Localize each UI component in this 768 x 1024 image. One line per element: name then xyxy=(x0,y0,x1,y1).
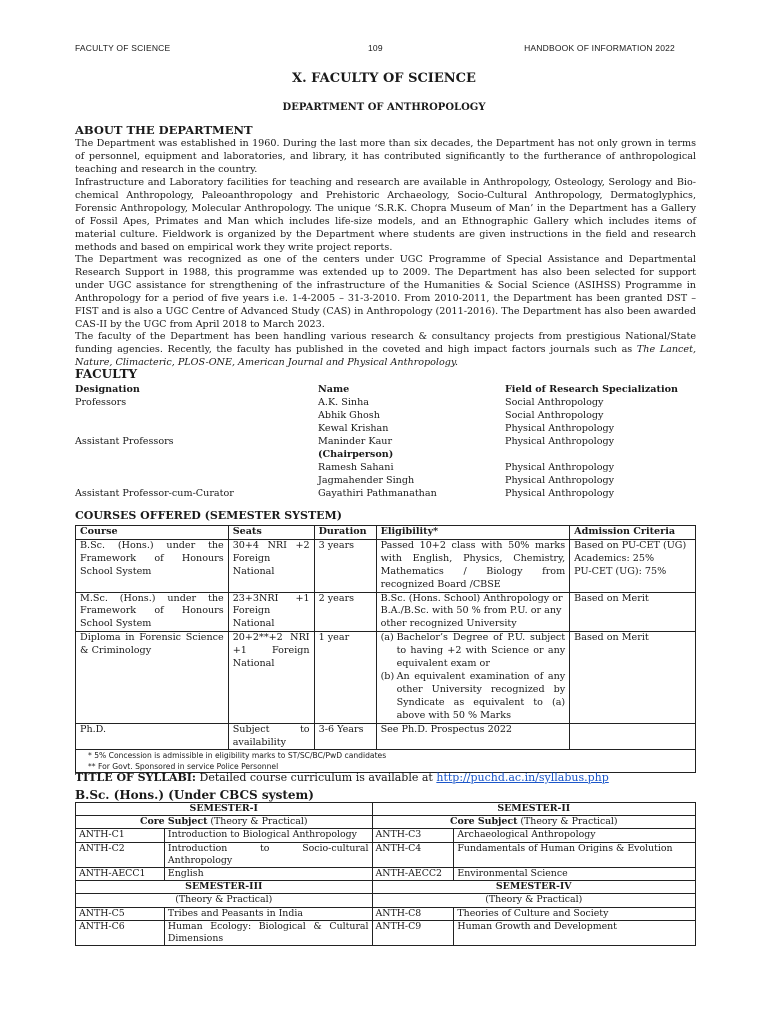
faculty-list xyxy=(75,384,696,500)
course-eligibility: Passed 10+2 class with 50% marks with English, Physics, Chemistry, Mathematics / Biology from recognized Board /CBSE xyxy=(376,539,570,592)
research-field: Physical Anthropology xyxy=(505,435,615,447)
course-name: Ph.D. xyxy=(76,723,229,750)
col-eligibility: Eligibility* xyxy=(376,526,570,540)
faculty-row xyxy=(75,449,696,462)
item-marker: (a) xyxy=(380,632,394,644)
course-row-msc xyxy=(76,592,696,632)
about-paragraph-4 xyxy=(75,331,696,370)
syllabi-label: TITLE OF SYLLABI: xyxy=(75,771,196,784)
course-seats: 30+4 NRI +2 Foreign National xyxy=(228,539,314,592)
courses-notes-row xyxy=(76,750,696,773)
course-admission: Based on Merit xyxy=(570,632,696,723)
course-pair-row xyxy=(76,907,696,920)
course-eligibility: B.Sc. (Hons. School) Anthropology or B.A./B.Sc. with 50 % from P.U. or any other recognized University xyxy=(376,592,570,632)
col-course: Course xyxy=(76,526,229,540)
research-field: Social Anthropology xyxy=(505,409,604,421)
admission-line: Academics: 25% xyxy=(574,552,655,564)
theory-practical-row xyxy=(76,894,696,907)
semester-2-title: SEMESTER-II xyxy=(372,803,695,816)
semester-table xyxy=(75,802,696,946)
faculty-name: Jagmahender Singh xyxy=(318,474,415,486)
about-p4-journals: The Lancet, Nature, Climacteric, PLOS-ONE, American Journal and Physical Anthropology. xyxy=(75,343,696,368)
courses-heading: COURSES OFFERED (SEMESTER SYSTEM) xyxy=(75,509,342,522)
research-field: Physical Anthropology xyxy=(505,487,615,499)
course-title: Fundamentals of Human Origins & Evolution xyxy=(454,842,696,867)
syllabi-text: Detailed course curriculum is available at xyxy=(196,771,437,784)
course-row-bsc xyxy=(76,539,696,592)
course-admission: Based on Merit xyxy=(570,592,696,632)
faculty-row xyxy=(75,475,696,488)
faculty-row xyxy=(75,397,696,410)
eligibility-item xyxy=(381,671,566,723)
course-admission xyxy=(570,539,696,592)
col-name: Name xyxy=(318,384,350,395)
course-eligibility: See Ph.D. Prospectus 2022 xyxy=(376,723,570,750)
item-text: Bachelor’s Degree of P.U. subject to having +2 with Science or any equivalent exam or xyxy=(396,632,566,670)
course-name: B.Sc. (Hons.) under the Framework of Honours School System xyxy=(76,539,229,592)
core-bold: Core Subject xyxy=(449,816,518,828)
course-code: ANTH-C5 xyxy=(76,907,165,920)
core-subject-label xyxy=(76,816,373,829)
course-row-phd xyxy=(76,723,696,750)
col-admission: Admission Criteria xyxy=(570,526,696,540)
course-duration: 3 years xyxy=(314,539,376,592)
course-eligibility xyxy=(376,632,570,723)
faculty-header-row xyxy=(75,384,696,397)
research-field: Physical Anthropology xyxy=(505,422,615,434)
course-code: ANTH-AECC1 xyxy=(76,868,165,881)
item-marker: (b) xyxy=(380,670,395,682)
course-duration: 3-6 Years xyxy=(314,723,376,750)
course-code: ANTH-C8 xyxy=(372,907,454,920)
course-code: ANTH-C2 xyxy=(76,842,165,867)
core-rest: (Theory & Practical) xyxy=(207,816,308,828)
item-text: An equivalent examination of any other University recognized by Syndicate as equivalent to (a) above with 50 % Marks xyxy=(396,670,566,721)
theory-practical-label: (Theory & Practical) xyxy=(76,894,373,907)
course-code: ANTH-AECC2 xyxy=(372,868,454,881)
course-pair-row xyxy=(76,920,696,945)
course-pair-row xyxy=(76,829,696,842)
faculty-name: Ramesh Sahani xyxy=(318,461,394,473)
semester-4-title: SEMESTER-IV xyxy=(372,881,695,894)
note-police: ** For Govt. Sponsored in service Police Personnel xyxy=(88,762,279,772)
course-duration: 2 years xyxy=(314,592,376,632)
designation: Professors xyxy=(75,396,127,408)
faculty-row xyxy=(75,410,696,423)
course-code: ANTH-C3 xyxy=(372,829,454,842)
semester-header-row xyxy=(76,881,696,894)
header-right: HANDBOOK OF INFORMATION 2022 xyxy=(524,43,675,53)
course-title: Human Growth and Development xyxy=(454,920,696,945)
syllabus-link[interactable]: http://puchd.ac.in/syllabus.php xyxy=(436,771,609,784)
courses-header-row xyxy=(76,526,696,540)
about-p4-text: The faculty of the Department has been handling various research & consultancy projects from prestigious National/State funding agencies. Recently, the faculty has published in the coveted and high impact factors journals such as xyxy=(75,331,696,355)
faculty-name: Abhik Ghosh xyxy=(318,409,380,421)
courses-notes xyxy=(76,750,696,773)
faculty-row xyxy=(75,423,696,436)
header-left: FACULTY OF SCIENCE xyxy=(75,43,171,53)
course-duration: 1 year xyxy=(314,632,376,723)
research-field: Physical Anthropology xyxy=(505,474,615,486)
course-title: Introduction to Biological Anthropology xyxy=(164,829,372,842)
col-duration: Duration xyxy=(314,526,376,540)
course-pair-row xyxy=(76,842,696,867)
semester-3-title: SEMESTER-III xyxy=(76,881,373,894)
course-code: ANTH-C6 xyxy=(76,920,165,945)
course-code: ANTH-C9 xyxy=(372,920,454,945)
col-field: Field of Research Specialization xyxy=(505,384,678,395)
faculty-heading: FACULTY xyxy=(75,367,138,381)
course-seats: 23+3NRI +1 Foreign National xyxy=(228,592,314,632)
course-title: Theories of Culture and Society xyxy=(454,907,696,920)
course-pair-row xyxy=(76,868,696,881)
course-title: Introduction to Socio-cultural Anthropology xyxy=(164,842,372,867)
course-name: Diploma in Forensic Science & Criminology xyxy=(76,632,229,723)
course-title: Tribes and Peasants in India xyxy=(164,907,372,920)
about-paragraph-2: Infrastructure and Laboratory facilities for teaching and research are available in Anthropology, Osteology, Serology and Bio-chemical Anthropology, Paleoanthropology and Prehistoric Archaeology, Socio-Cultural Anthropology, Dermatoglyphics, Forensic Anthropology, Molecular Anthropology. The unique ‘S.R.K. Chopra Museum of Man’ in the Department has a Gallery of Fossil Apes, Primates and Man which includes life-size models, and an Ethnographic Gallery which includes items of material culture. Fieldwork is organized by the Department where students are given instructions in the field and research methods and based on empirical work they write project reports. xyxy=(75,177,696,253)
course-admission xyxy=(570,723,696,750)
syllabi-line xyxy=(75,771,609,784)
chairperson-label: (Chairperson) xyxy=(318,448,394,460)
admission-line: Based on PU-CET (UG) xyxy=(574,539,687,551)
faculty-name: A.K. Sinha xyxy=(318,396,369,408)
faculty-row xyxy=(75,462,696,475)
about-heading: ABOUT THE DEPARTMENT xyxy=(75,123,253,137)
eligibility-item xyxy=(381,632,566,671)
department-title: DEPARTMENT OF ANTHROPOLOGY xyxy=(282,102,486,113)
designation: Assistant Professors xyxy=(75,435,174,447)
core-rest: (Theory & Practical) xyxy=(517,816,618,828)
research-field: Social Anthropology xyxy=(505,396,604,408)
courses-table xyxy=(75,525,696,773)
col-seats: Seats xyxy=(228,526,314,540)
course-seats: 20+2**+2 NRI +1 Foreign National xyxy=(228,632,314,723)
page-number: 109 xyxy=(368,43,383,53)
theory-practical-label: (Theory & Practical) xyxy=(372,894,695,907)
course-title: Environmental Science xyxy=(454,868,696,881)
col-designation: Designation xyxy=(75,384,140,395)
semester-header-row xyxy=(76,803,696,816)
course-row-diploma xyxy=(76,632,696,723)
course-title: English xyxy=(164,868,372,881)
note-concession: * 5% Concession is admissible in eligibility marks to ST/SC/BC/PwD candidates xyxy=(88,751,387,761)
course-seats: Subject to availability xyxy=(228,723,314,750)
about-paragraph-3: The Department was recognized as one of the centers under UGC Programme of Special Assistance and Departmental Research Support in 1988, this programme was extended up to 2009. The Department has also been selected for support under UGC assistance for strengthening of the infrastructure of the Humanities & Social Science (ASIHSS) Programme in Anthropology for a period of five years i.e. 1-4-2005 – 31-3-2010. From 2010-2011, the Department has been granted DST – FIST and is also a UGC Centre of Advanced Study (CAS) in Anthropology (2011-2016). The Department has also been awarded CAS-II by the UGC from April 2018 to March 2023. xyxy=(75,254,696,330)
faculty-name: Maninder Kaur xyxy=(318,435,393,447)
course-title: Archaeological Anthropology xyxy=(454,829,696,842)
faculty-name: Kewal Krishan xyxy=(318,422,389,434)
research-field: Physical Anthropology xyxy=(505,461,615,473)
core-subject-row xyxy=(76,816,696,829)
course-title: Human Ecology: Biological & Cultural Dimensions xyxy=(164,920,372,945)
admission-line: PU-CET (UG): 75% xyxy=(574,565,667,577)
core-subject-label xyxy=(372,816,695,829)
faculty-name: Gayathiri Pathmanathan xyxy=(318,487,437,499)
about-paragraph-1: The Department was established in 1960. During the last more than six decades, the Department has not only grown in terms of personnel, equipment and laboratories, and library, it has contributed significantly to the furtherance of anthropological teaching and research in the country. xyxy=(75,138,696,175)
faculty-row xyxy=(75,488,696,501)
faculty-row xyxy=(75,436,696,449)
bsc-cbcs-heading: B.Sc. (Hons.) (Under CBCS system) xyxy=(75,788,314,802)
course-code: ANTH-C4 xyxy=(372,842,454,867)
course-code: ANTH-C1 xyxy=(76,829,165,842)
page-title: X. FACULTY OF SCIENCE xyxy=(292,71,476,86)
core-bold: Core Subject xyxy=(139,816,208,828)
designation: Assistant Professor-cum-Curator xyxy=(75,487,234,499)
semester-1-title: SEMESTER-I xyxy=(76,803,373,816)
course-name: M.Sc. (Hons.) under the Framework of Honours School System xyxy=(76,592,229,632)
running-header xyxy=(75,43,675,55)
